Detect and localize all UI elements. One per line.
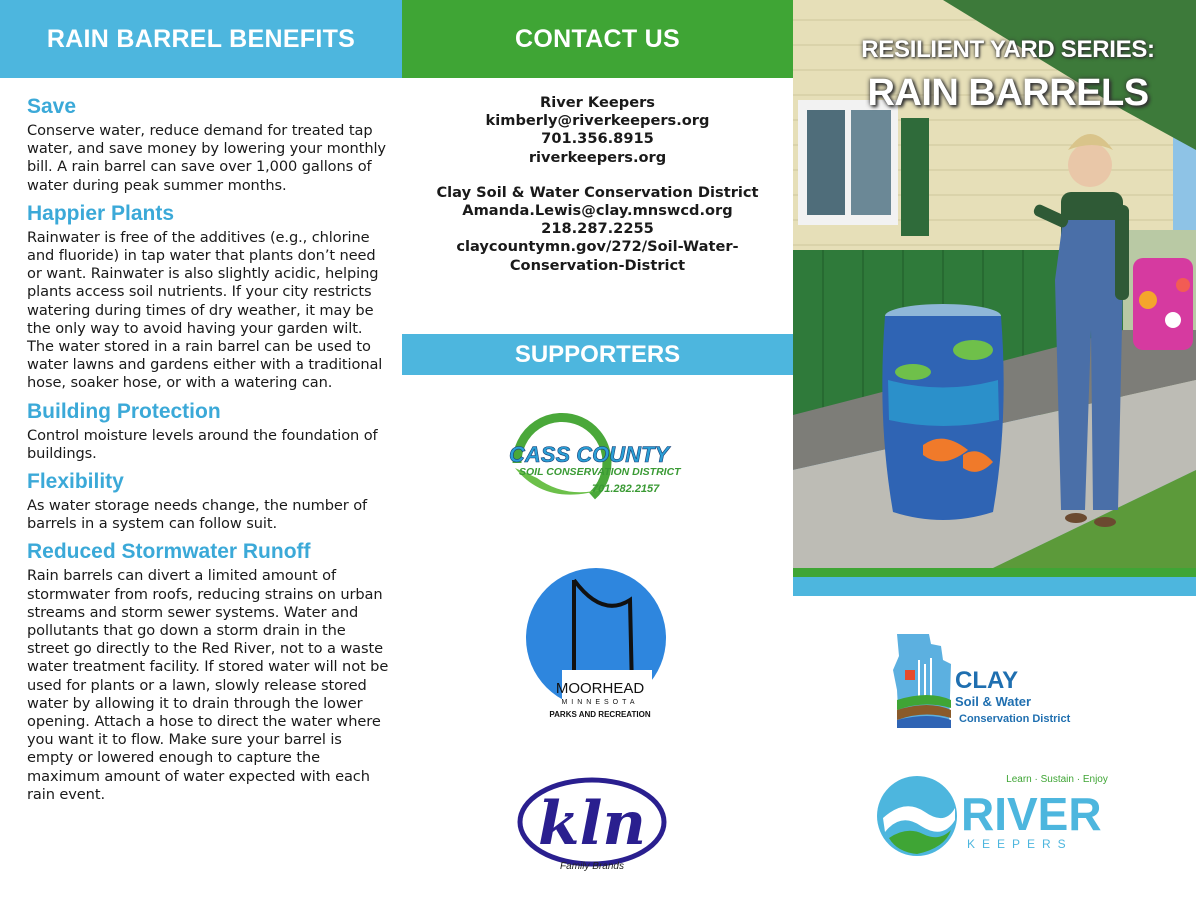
benefits-panel bbox=[0, 0, 402, 924]
kln-sub: Family Brands bbox=[560, 861, 624, 872]
contact-block bbox=[402, 78, 793, 275]
clay-district: Conservation District bbox=[959, 713, 1071, 725]
contact-web[interactable]: claycountymn.gov/272/Soil-Water-Conservation-District bbox=[456, 238, 739, 274]
moorhead-state: MINNESOTA bbox=[561, 699, 639, 706]
cass-name: CASS COUNTY bbox=[509, 442, 670, 467]
moorhead-logo bbox=[522, 570, 682, 722]
contact-name: Clay Soil & Water Conservation District bbox=[436, 183, 759, 201]
clay-swcd-logo bbox=[889, 630, 1099, 734]
contact-email[interactable]: Amanda.Lewis@clay.mnswcd.org bbox=[462, 202, 733, 220]
benefit-save bbox=[27, 94, 390, 195]
river-keepers-logo bbox=[875, 768, 1108, 858]
main-title: RAIN BARRELS bbox=[867, 72, 1149, 114]
clay-sw: Soil & Water bbox=[955, 694, 1032, 709]
contact-web[interactable]: riverkeepers.org bbox=[528, 148, 667, 166]
river-name: RIVER bbox=[961, 788, 1102, 840]
cass-phone: 701.282.2157 bbox=[592, 483, 660, 495]
benefit-title: Flexibility bbox=[27, 470, 124, 494]
river-sub: KEEPERS bbox=[967, 837, 1073, 851]
contact-heading: CONTACT US bbox=[402, 0, 793, 78]
contact-phone: 701.356.8915 bbox=[541, 130, 654, 148]
benefits-heading: RAIN BARREL BENEFITS bbox=[0, 0, 402, 78]
kln-mark: kln bbox=[538, 789, 646, 859]
benefit-stormwater bbox=[27, 539, 390, 804]
clay-name: CLAY bbox=[955, 667, 1019, 694]
kln-logo bbox=[514, 772, 674, 874]
series-title: RESILIENT YARD SERIES: bbox=[861, 36, 1155, 63]
benefit-title: Save bbox=[27, 95, 77, 118]
contact-email[interactable]: kimberly@riverkeepers.org bbox=[485, 112, 710, 130]
blue-stripe bbox=[793, 577, 1196, 596]
benefits-list bbox=[0, 78, 402, 804]
benefit-text: Rainwater is free of the additives (e.g., chlorine and fluoride) in tap water that plants don’t need or want. Rainwater is also slightly acidic, helping plants access soil nutrients. If your city restricts watering during times of dry weather, it may be the only way to avoid having your garden wilt. The water stored in a rain barrel can be used to water lawns and gardens either with a traditional hose, soaker hose, or with a watering can. bbox=[27, 228, 383, 392]
cass-county-logo bbox=[497, 408, 707, 508]
benefit-text: Conserve water, reduce demand for treated tap water, and save money by lowering your monthly bill. A rain barrel can save over 1,000 gallons of water during peak summer months. bbox=[27, 122, 386, 194]
river-tagline: Learn · Sustain · Enjoy bbox=[1006, 774, 1108, 785]
benefit-text: As water storage needs change, the number of barrels in a system can follow suit. bbox=[27, 497, 368, 533]
moorhead-name: MOORHEAD bbox=[555, 680, 645, 697]
cass-district: SOIL CONSERVATION DISTRICT bbox=[519, 466, 681, 478]
benefit-title: Reduced Stormwater Runoff bbox=[27, 540, 311, 564]
moorhead-dept: PARKS AND RECREATION bbox=[549, 710, 651, 719]
supporters-heading: SUPPORTERS bbox=[402, 334, 793, 375]
contact-name: River Keepers bbox=[539, 94, 655, 111]
benefit-flexibility bbox=[27, 469, 390, 533]
benefit-title: Building Protection bbox=[27, 399, 221, 423]
contact-clay-swcd bbox=[402, 184, 793, 275]
contact-river-keepers bbox=[402, 94, 793, 167]
contact-panel bbox=[402, 0, 793, 924]
green-stripe bbox=[793, 568, 1196, 577]
benefit-text: Control moisture levels around the foundation of buildings. bbox=[27, 426, 378, 462]
cover-panel bbox=[793, 0, 1196, 924]
benefit-text: Rain barrels can divert a limited amount of stormwater from roofs, reducing strains on urban streams and storm sewer systems. Water and pollutants that go down a storm drain in the street go directly to the Red River, not to a waste water treatment facility. If stored water will not be used for plants or a lawn, slowly release stored water by allowing it to drain through the lower opening. Attach a hose to direct the water where you want it to flow. Make sure your barrel is empty or lowered enough to capture the maximum amount of water expected with each rain event. bbox=[27, 567, 389, 803]
rain-barrel-icon bbox=[882, 304, 1003, 520]
benefit-building-protection bbox=[27, 399, 390, 463]
contact-phone: 218.287.2255 bbox=[541, 220, 654, 238]
benefit-title: Happier Plants bbox=[27, 201, 175, 225]
benefit-happier-plants bbox=[27, 201, 390, 393]
